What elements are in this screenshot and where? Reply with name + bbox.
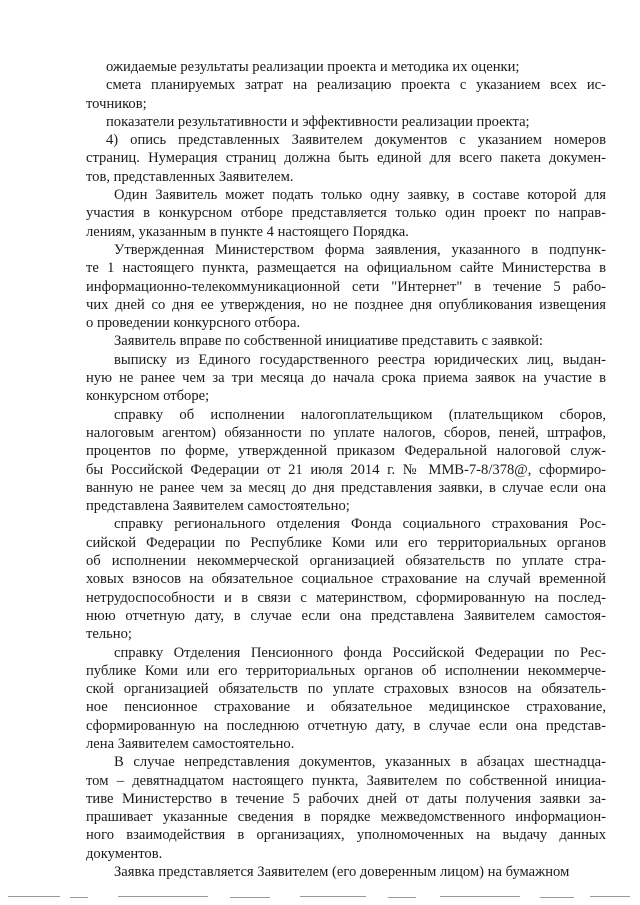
text-line: 4) опись представленных Заявителем документов с указанием номеров [106, 132, 606, 149]
document-body [86, 58, 606, 881]
paragraph-p6 [86, 241, 606, 332]
text-line: сийской Федерации по Республике Коми или его территориальных органов [86, 534, 606, 551]
text-line: справку об исполнении налогоплательщиком (плательщиком сборов, [114, 406, 606, 423]
text-line: справку Отделения Пенсионного фонда Российской Федерации по Рес- [114, 644, 606, 661]
text-line: тиве Министерство в течение 5 рабочих дней от даты получения заявки за- [86, 790, 606, 807]
text-line: показатели результативности и эффективности реализации проекта; [106, 113, 530, 130]
paragraph-p12 [86, 753, 606, 863]
text-line: Один Заявитель может подать только одну заявку, в составе которой для [114, 187, 606, 204]
text-line: лениям, указанным в пункте 4 настоящего Порядка. [86, 223, 409, 240]
text-line: об исполнении некоммерческой организацией обязательств по уплате стра- [86, 553, 606, 570]
paragraph-p13 [86, 863, 606, 881]
text-line: ской организацией обязательств по уплате страховых взносов на обязатель- [86, 681, 606, 698]
text-line: документов. [86, 845, 163, 862]
text-line: те 1 настоящего пункта, размещается на официальном сайте Министерства в [86, 260, 606, 277]
text-line: Утвержденная Министерством форма заявления, указанного в подпунк- [114, 241, 606, 258]
paragraph-p10 [86, 515, 606, 643]
text-line: публике Коми или его территориальных органов об исполнении некоммерче- [86, 662, 606, 679]
paragraph-p1 [86, 58, 606, 76]
paragraph-p11 [86, 644, 606, 754]
text-line: точников; [86, 95, 147, 112]
text-line: страниц. Нумерация страниц должна быть единой для всего пакета докумен- [86, 150, 606, 167]
paragraph-p4 [86, 131, 606, 186]
text-line: конкурсном отборе; [86, 388, 210, 405]
text-line: ховых взносов на обязательное социальное страхование на случай временной [86, 571, 606, 588]
text-line: ного взаимодействия в организациях, уполномоченных на выдачу данных [86, 827, 606, 844]
paragraph-p9 [86, 406, 606, 516]
text-line: информационно-телекоммуникационной сети "Интернет" в течение 5 рабо- [86, 278, 606, 295]
text-line: справку регионального отделения Фонда социального страхования Рос- [114, 516, 606, 533]
text-line: чих дней со дня ее утверждения, но не позднее дня опубликования извещения [86, 296, 606, 313]
text-line: тов, представленных Заявителем. [86, 168, 294, 185]
text-line: лена Заявителем самостоятельно. [86, 735, 295, 752]
text-line: о проведении конкурсного отбора. [86, 315, 301, 332]
text-line: нюю отчетную дату, в случае если она представлена Заявителем самостоя- [86, 607, 606, 624]
text-line: ванную не ранее чем за месяц до дня представления заявки, в случае если она [86, 479, 606, 496]
text-line: Заявка представляется Заявителем (его доверенным лицом) на бумажном [114, 864, 570, 881]
text-line: бы Российской Федерации от 21 июля 2014 г. № ММВ-7-8/378@, сформиро- [86, 461, 606, 478]
text-line: налоговым агентом) обязанности по уплате налогов, сборов, пеней, штрафов, [86, 424, 606, 441]
text-line: В случае непредставления документов, указанных в абзацах шестнадца- [114, 754, 606, 771]
text-line: тельно; [86, 626, 132, 643]
text-line: ожидаемые результаты реализации проекта и методика их оценки; [106, 59, 520, 75]
paragraph-p2 [86, 76, 606, 113]
text-line: ное пенсионное страхование и обязательное медицинское страхование, [86, 699, 606, 716]
text-line: Заявитель вправе по собственной инициативе представить с заявкой: [114, 333, 543, 350]
scan-edge-artifact [0, 896, 640, 899]
text-line: нетрудоспособности и в связи с материнством, сформированную на послед- [86, 589, 606, 606]
paragraph-p8 [86, 351, 606, 406]
text-line: смета планируемых затрат на реализацию проекта с указанием всех ис- [106, 77, 606, 94]
text-line: участия в конкурсном отборе представляется только один проект по направ- [86, 205, 606, 222]
text-line: прашивает указанные сведения в порядке межведомственного информацион- [86, 809, 606, 826]
text-line: ную не ранее чем за три месяца до начала срока приема заявок на участие в [86, 370, 606, 387]
paragraph-p7 [86, 332, 606, 350]
text-line: сформированную на последнюю отчетную дату, в случае если она представ- [86, 717, 606, 734]
text-line: представлена Заявителем самостоятельно; [86, 498, 350, 515]
text-line: процентов по форме, утвержденной приказом Федеральной налоговой служ- [86, 443, 606, 460]
paragraph-p3 [86, 113, 606, 131]
paragraph-p5 [86, 186, 606, 241]
text-line: выписку из Единого государственного реестра юридических лиц, выдан- [114, 351, 606, 368]
text-line: том – девятнадцатом настоящего пункта, Заявителем по собственной инициа- [86, 772, 606, 789]
